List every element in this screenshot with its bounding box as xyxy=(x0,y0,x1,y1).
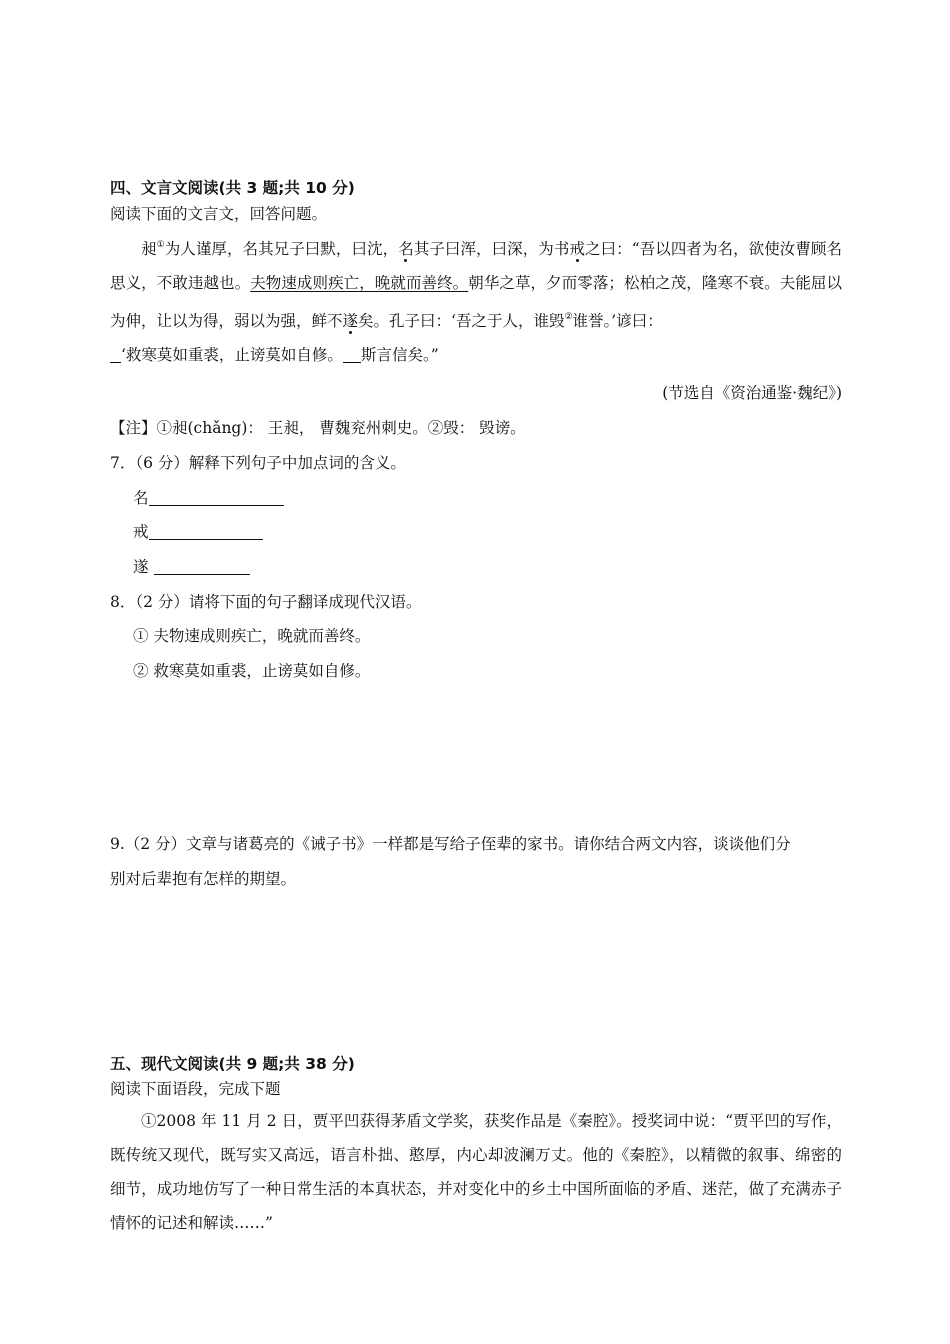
footnote-marker-2: ② xyxy=(564,312,573,322)
underlined-sentence: 夫物速成则疾亡，晚就而善终。 xyxy=(250,274,469,292)
question-9-line: 9.（2 分）文章与诸葛亮的《诫子书》一样都是写给子侄辈的家书。请你结合两文内容，谈谈他们分 xyxy=(110,835,791,853)
classical-passage: 昶①为人谨厚，名其兄子曰默，曰沈，名其子曰浑，曰深，为书戒之曰：“吾以四者为名，欲使汝曹顾名思义，不敢违越也。夫物速成则疾亡，晚就而善终。朝华之草，夕而零落；松柏之茂，隆寒不衰。夫能屈以为伸，让以为得，弱以为强，鲜不遂矣。孔子曰：‘吾之于人，谁毁②谁誉。’谚曰： ‘救寒莫如重裘，止谤莫如自修。 斯言信矣。” xyxy=(110,240,842,364)
modern-passage: ①2008 年 11 月 2 日，贾平凹获得茅盾文学奖，获奖作品是《秦腔》。授奖词中说：“贾平凹的写作，既传统又现代，既写实又高远，语言朴拙、憨厚，内心却波澜万丈。他的《秦腔》，以精微的叙事、绵密的细节，成功地仿写了一种日常生活的本真状态，并对变化中的乡土中国所面临的矛盾、迷茫，做了充满赤子情怀的记述和解读……” xyxy=(110,1112,842,1232)
q8-item: ② 救寒莫如重裘，止谤莫如自修。 xyxy=(133,662,371,680)
answer-blank[interactable] xyxy=(149,523,263,540)
q7-item: 戒 xyxy=(133,520,263,542)
blank-mark xyxy=(110,346,121,363)
q7-item: 名 xyxy=(133,486,284,508)
answer-blank[interactable] xyxy=(149,489,284,506)
question-8-stem: 8．（2 分）请将下面的句子翻译成现代汉语。 xyxy=(110,593,422,611)
section4-heading: 四、文言文阅读(共 3 题;共 10 分) xyxy=(110,179,355,197)
question-9-line: 别对后辈抱有怎样的期望。 xyxy=(110,870,297,888)
q8-item: ① 夫物速成则疾亡，晚就而善终。 xyxy=(133,627,371,645)
dotted-word-sui: 遂 xyxy=(342,312,359,330)
answer-blank[interactable] xyxy=(154,558,250,575)
question-7-stem: 7．（6 分）解释下列句子中加点词的含义。 xyxy=(110,454,406,472)
dotted-word-jie: 戒 xyxy=(569,240,586,258)
blank-mark xyxy=(343,346,361,363)
section4-instruction: 阅读下面的文言文，回答问题。 xyxy=(110,205,328,223)
passage-source: (节选自《资治通鉴·魏纪》) xyxy=(662,384,842,402)
annotation-note: 【注】①昶(chǎng)： 王昶， 曹魏兖州刺史。②毁： 毁谤。 xyxy=(110,419,526,437)
section5-heading: 五、现代文阅读(共 9 题;共 38 分) xyxy=(110,1055,355,1073)
section5-instruction: 阅读下面语段，完成下题 xyxy=(110,1080,281,1098)
footnote-marker-1: ① xyxy=(156,240,165,250)
dotted-word-ming: 名 xyxy=(398,240,414,258)
q7-item: 遂 xyxy=(133,555,250,577)
